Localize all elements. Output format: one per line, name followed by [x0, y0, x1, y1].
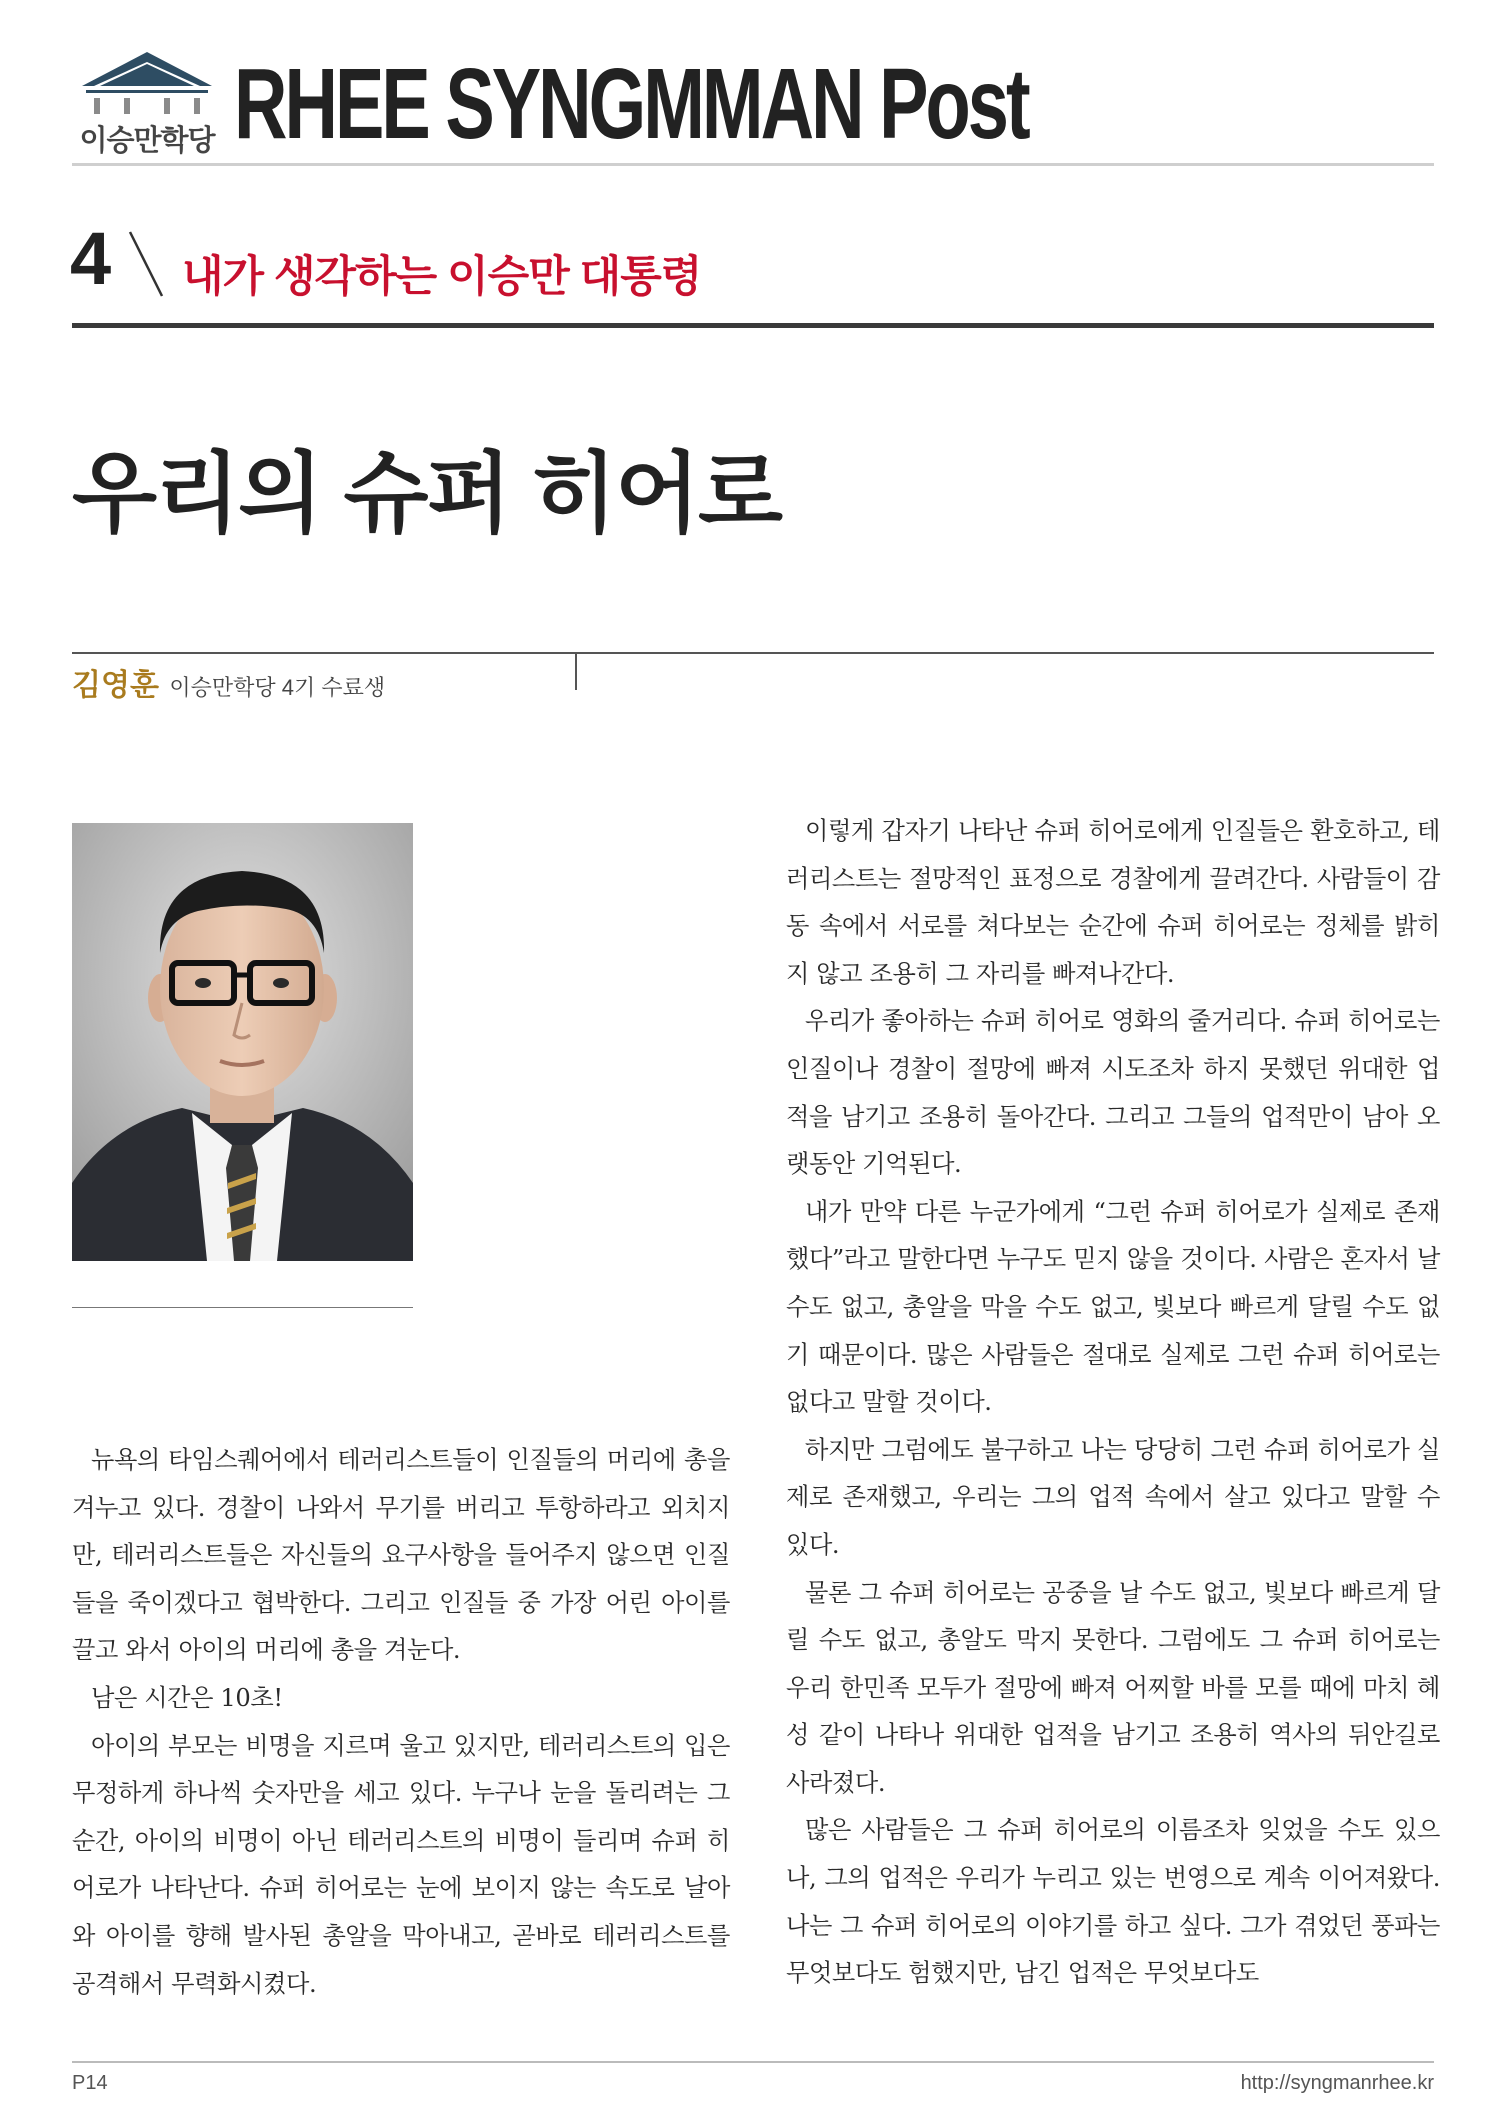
section-slash-divider — [126, 230, 166, 300]
paragraph: 아이의 부모는 비명을 지르며 울고 있지만, 테러리스트의 입은 무정하게 하나씩 숫자만을 세고 있다. 누구나 눈을 돌리려는 그 순간, 아이의 비명이 아닌 테러리스트의 비명이 들리며 슈퍼 히어로가 나타난다. 슈퍼 히어로는 눈에 보이지 않는 속도로 날아와 아이를 향해 발사된 총알을 막아내고, 곧바로 테러리스트를 공격해서 무력화시켰다. — [72, 1731, 730, 1998]
masthead-title: RHEE SYNGMMAN Post — [234, 48, 1028, 160]
logo-house-icon — [72, 52, 222, 116]
author-name: 김영훈 — [72, 669, 159, 702]
byline-divider — [72, 652, 1434, 654]
paragraph: 하지만 그럼에도 불구하고 나는 당당히 그런 슈퍼 히어로가 실제로 존재했고, 우리는 그의 업적 속에서 살고 있다고 말할 수 있다. — [786, 1435, 1440, 1559]
byline — [72, 660, 385, 704]
paragraph: 이렇게 갑자기 나타난 슈퍼 히어로에게 인질들은 환호하고, 테러리스트는 절망적인 표정으로 경찰에게 끌려간다. 사람들이 감동 속에서 서로를 쳐다보는 순간에 슈퍼 히어로는 정체를 밝히지 않고 조용히 그 자리를 빠져나간다. — [786, 817, 1440, 988]
paragraph: 물론 그 슈퍼 히어로는 공중을 날 수도 없고, 빛보다 빠르게 달릴 수도 없고, 총알도 막지 못한다. 그럼에도 그 슈퍼 히어로는 우리 한민족 모두가 절망에 빠져 어찌할 바를 모를 때에 마치 혜성 같이 나타나 위대한 업적을 남기고 조용히 역사의 뒤안길로 사라졌다. — [786, 1578, 1440, 1797]
photo-divider — [72, 1307, 413, 1308]
footer-divider — [72, 2061, 1434, 2063]
paragraph: 우리가 좋아하는 슈퍼 히어로 영화의 줄거리다. 슈퍼 히어로는 인질이나 경찰이 절망에 빠져 시도조차 하지 못했던 위대한 업적을 남기고 조용히 돌아간다. 그리고 그들의 업적만이 남아 오랫동안 기억된다. — [786, 1007, 1440, 1179]
author-role: 이승만학당 4기 수료생 — [169, 675, 386, 700]
paragraph: 뉴욕의 타임스퀘어에서 테러리스트들이 인질들의 머리에 총을 겨누고 있다. 경찰이 나와서 무기를 버리고 투항하라고 외치지만, 테러리스트들은 자신들의 요구사항을 들어주지 않으면 인질들을 죽이겠다고 협박한다. 그리고 인질들 중 가장 어린 아이를 끌고 와서 아이의 머리에 총을 겨눈다. — [72, 1446, 730, 1665]
masthead-divider — [72, 163, 1434, 166]
paragraph: 남은 시간은 10초! — [91, 1683, 283, 1712]
article-column-left — [72, 1437, 730, 2008]
paragraph: 내가 만약 다른 누군가에게 “그런 슈퍼 히어로가 실제로 존재했다”라고 말한다면 누구도 믿지 않을 것이다. 사람은 혼자서 날 수도 없고, 총알을 막을 수도 없고, 빛보다 빠르게 달릴 수도 없기 때문이다. 많은 사람들은 절대로 실제로 그런 슈퍼 히어로는 없다고 말할 것이다. — [786, 1197, 1440, 1417]
footer-url-link[interactable]: http://syngmanrhee.kr — [1240, 2072, 1434, 2094]
section-divider — [72, 323, 1434, 328]
article-column-right — [786, 808, 1440, 1998]
paragraph: 많은 사람들은 그 슈퍼 히어로의 이름조차 잊었을 수도 있으나, 그의 업적은 우리가 누리고 있는 번영으로 계속 이어져왔다. 나는 그 슈퍼 히어로의 이야기를 하고 싶다. 그가 겪었던 풍파는 무엇보다도 험했지만, 남긴 업적은 무엇보다도 — [786, 1816, 1440, 1988]
article-headline: 우리의 슈퍼 히어로 — [72, 444, 781, 543]
masthead-logo — [72, 52, 222, 157]
section-number: 4 — [70, 217, 112, 300]
author-photo — [72, 823, 413, 1261]
byline-tick — [575, 654, 577, 690]
section-title: 내가 생각하는 이승만 대통령 — [182, 253, 702, 301]
logo-text: 이승만학당 — [79, 125, 215, 157]
page-number: P14 — [72, 2072, 108, 2094]
